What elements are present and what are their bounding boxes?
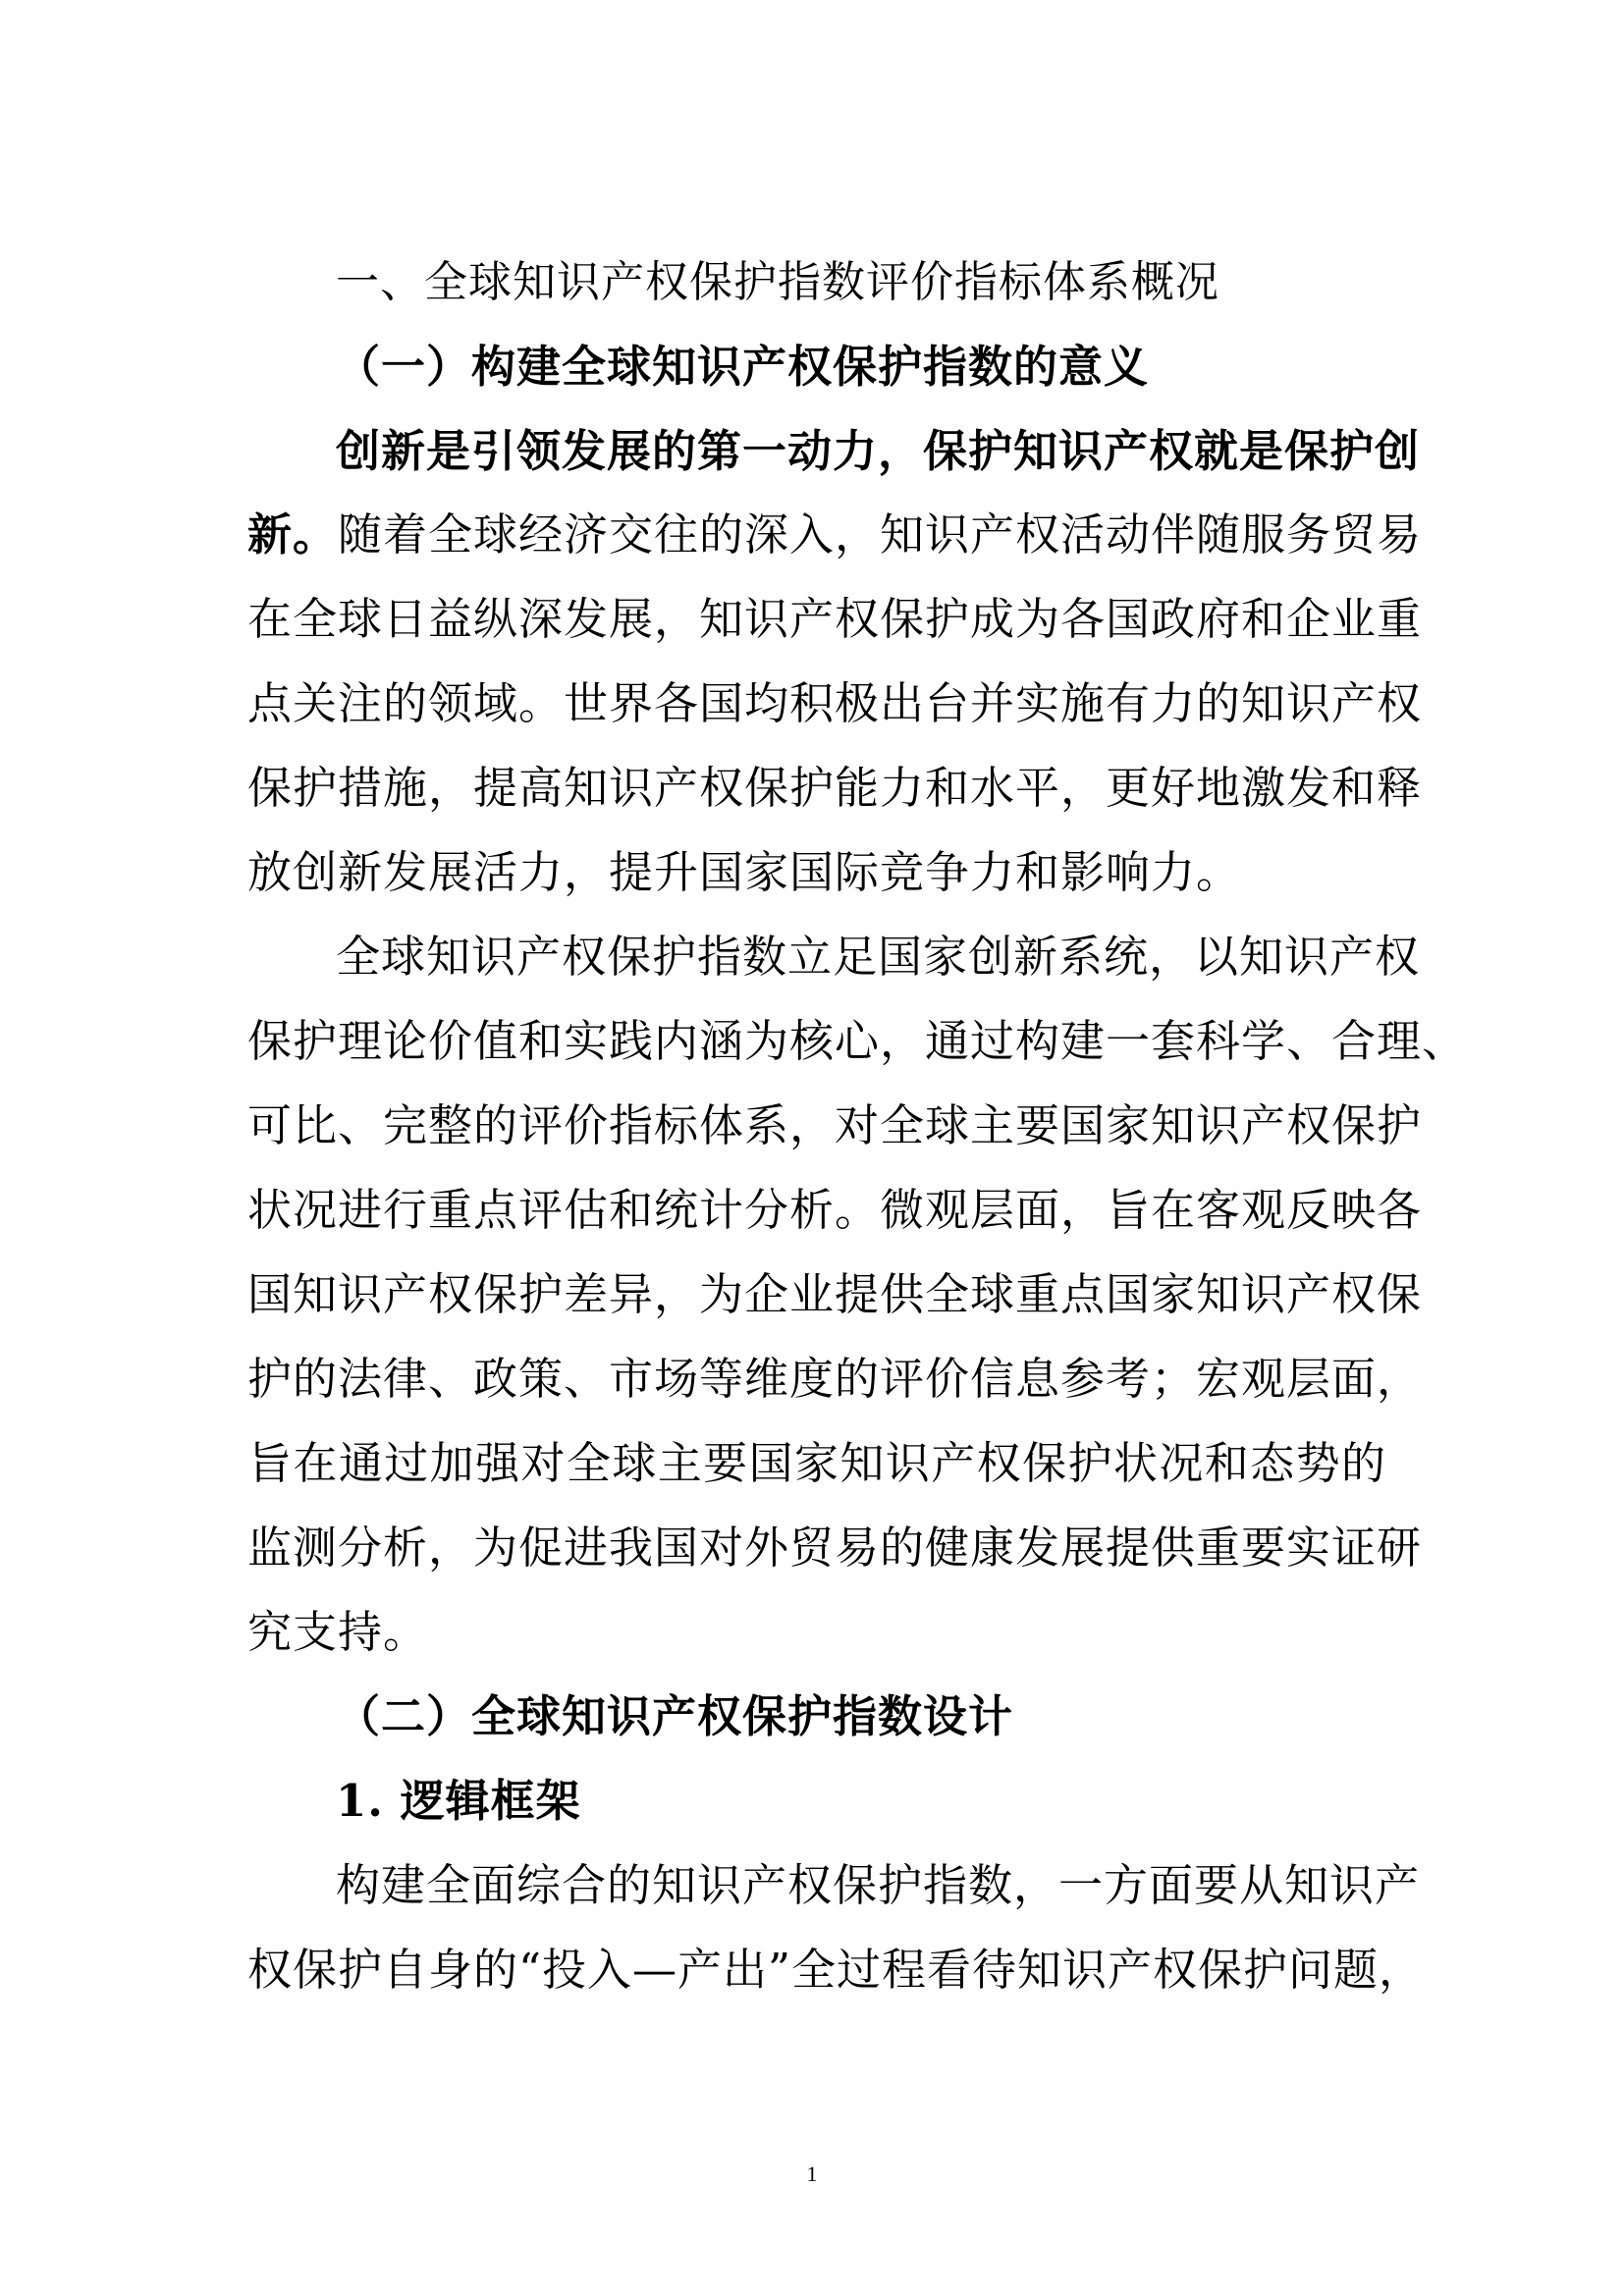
paragraph-2-line-9: 究支持。 bbox=[247, 1606, 429, 1658]
paragraph-2-line-1: 全球知识产权保护指数立足国家创新系统，以知识产权 bbox=[336, 931, 1421, 983]
subsection-heading-significance: （一）构建全球知识产权保护指数的意义 bbox=[336, 341, 1150, 393]
paragraph-1-line-2 bbox=[247, 506, 1423, 564]
paragraph-2-line-4: 状况进行重点评估和统计分析。微观层面，旨在客观反映各 bbox=[247, 1184, 1423, 1236]
paragraph-1-line-1: 创新是引领发展的第一动力，保护知识产权就是保护创 bbox=[336, 425, 1421, 477]
paragraph-text: 随着全球经济交往的深入，知识产权活动伴随服务贸易 bbox=[338, 508, 1423, 561]
paragraph-2-line-2: 保护理论价值和实践内涵为核心，通过构建一套科学、合理、 bbox=[247, 1015, 1468, 1067]
paragraph-3-line-1: 构建全面综合的知识产权保护指数，一方面要从知识产 bbox=[336, 1859, 1421, 1911]
subsection-heading-design: （二）全球知识产权保护指数设计 bbox=[336, 1690, 1014, 1742]
section-heading: 一、全球知识产权保护指数评价指标体系概况 bbox=[336, 257, 1219, 307]
paragraph-2-line-7: 旨在通过加强对全球主要国家知识产权保护状况和态势的 bbox=[247, 1437, 1386, 1489]
paragraph-1-line-3: 在全球日益纵深发展，知识产权保护成为各国政府和企业重 bbox=[247, 593, 1423, 645]
subsubsection-heading-logic-framework: 1. 逻辑框架 bbox=[336, 1775, 581, 1827]
bold-lead-text: 新。 bbox=[247, 508, 339, 561]
paragraph-1-line-5: 保护措施，提高知识产权保护能力和水平，更好地激发和释 bbox=[247, 762, 1423, 814]
paragraph-1-line-6: 放创新发展活力，提升国家国际竞争力和影响力。 bbox=[247, 846, 1242, 898]
paragraph-1-line-4: 点关注的领域。世界各国均积极出台并实施有力的知识产权 bbox=[247, 677, 1423, 729]
paragraph-2-line-5: 国知识产权保护差异，为企业提供全球重点国家知识产权保 bbox=[247, 1268, 1423, 1320]
paragraph-2-line-6: 护的法律、政策、市场等维度的评价信息参考；宏观层面， bbox=[247, 1353, 1423, 1405]
paragraph-2-line-8: 监测分析，为促进我国对外贸易的健康发展提供重要实证研 bbox=[247, 1522, 1423, 1574]
paragraph-3-line-2: 权保护自身的“投入—产出”全过程看待知识产权保护问题， bbox=[247, 1944, 1425, 1996]
page-number: 1 bbox=[806, 2162, 818, 2186]
paragraph-2-line-3: 可比、完整的评价指标体系，对全球主要国家知识产权保护 bbox=[247, 1099, 1423, 1151]
